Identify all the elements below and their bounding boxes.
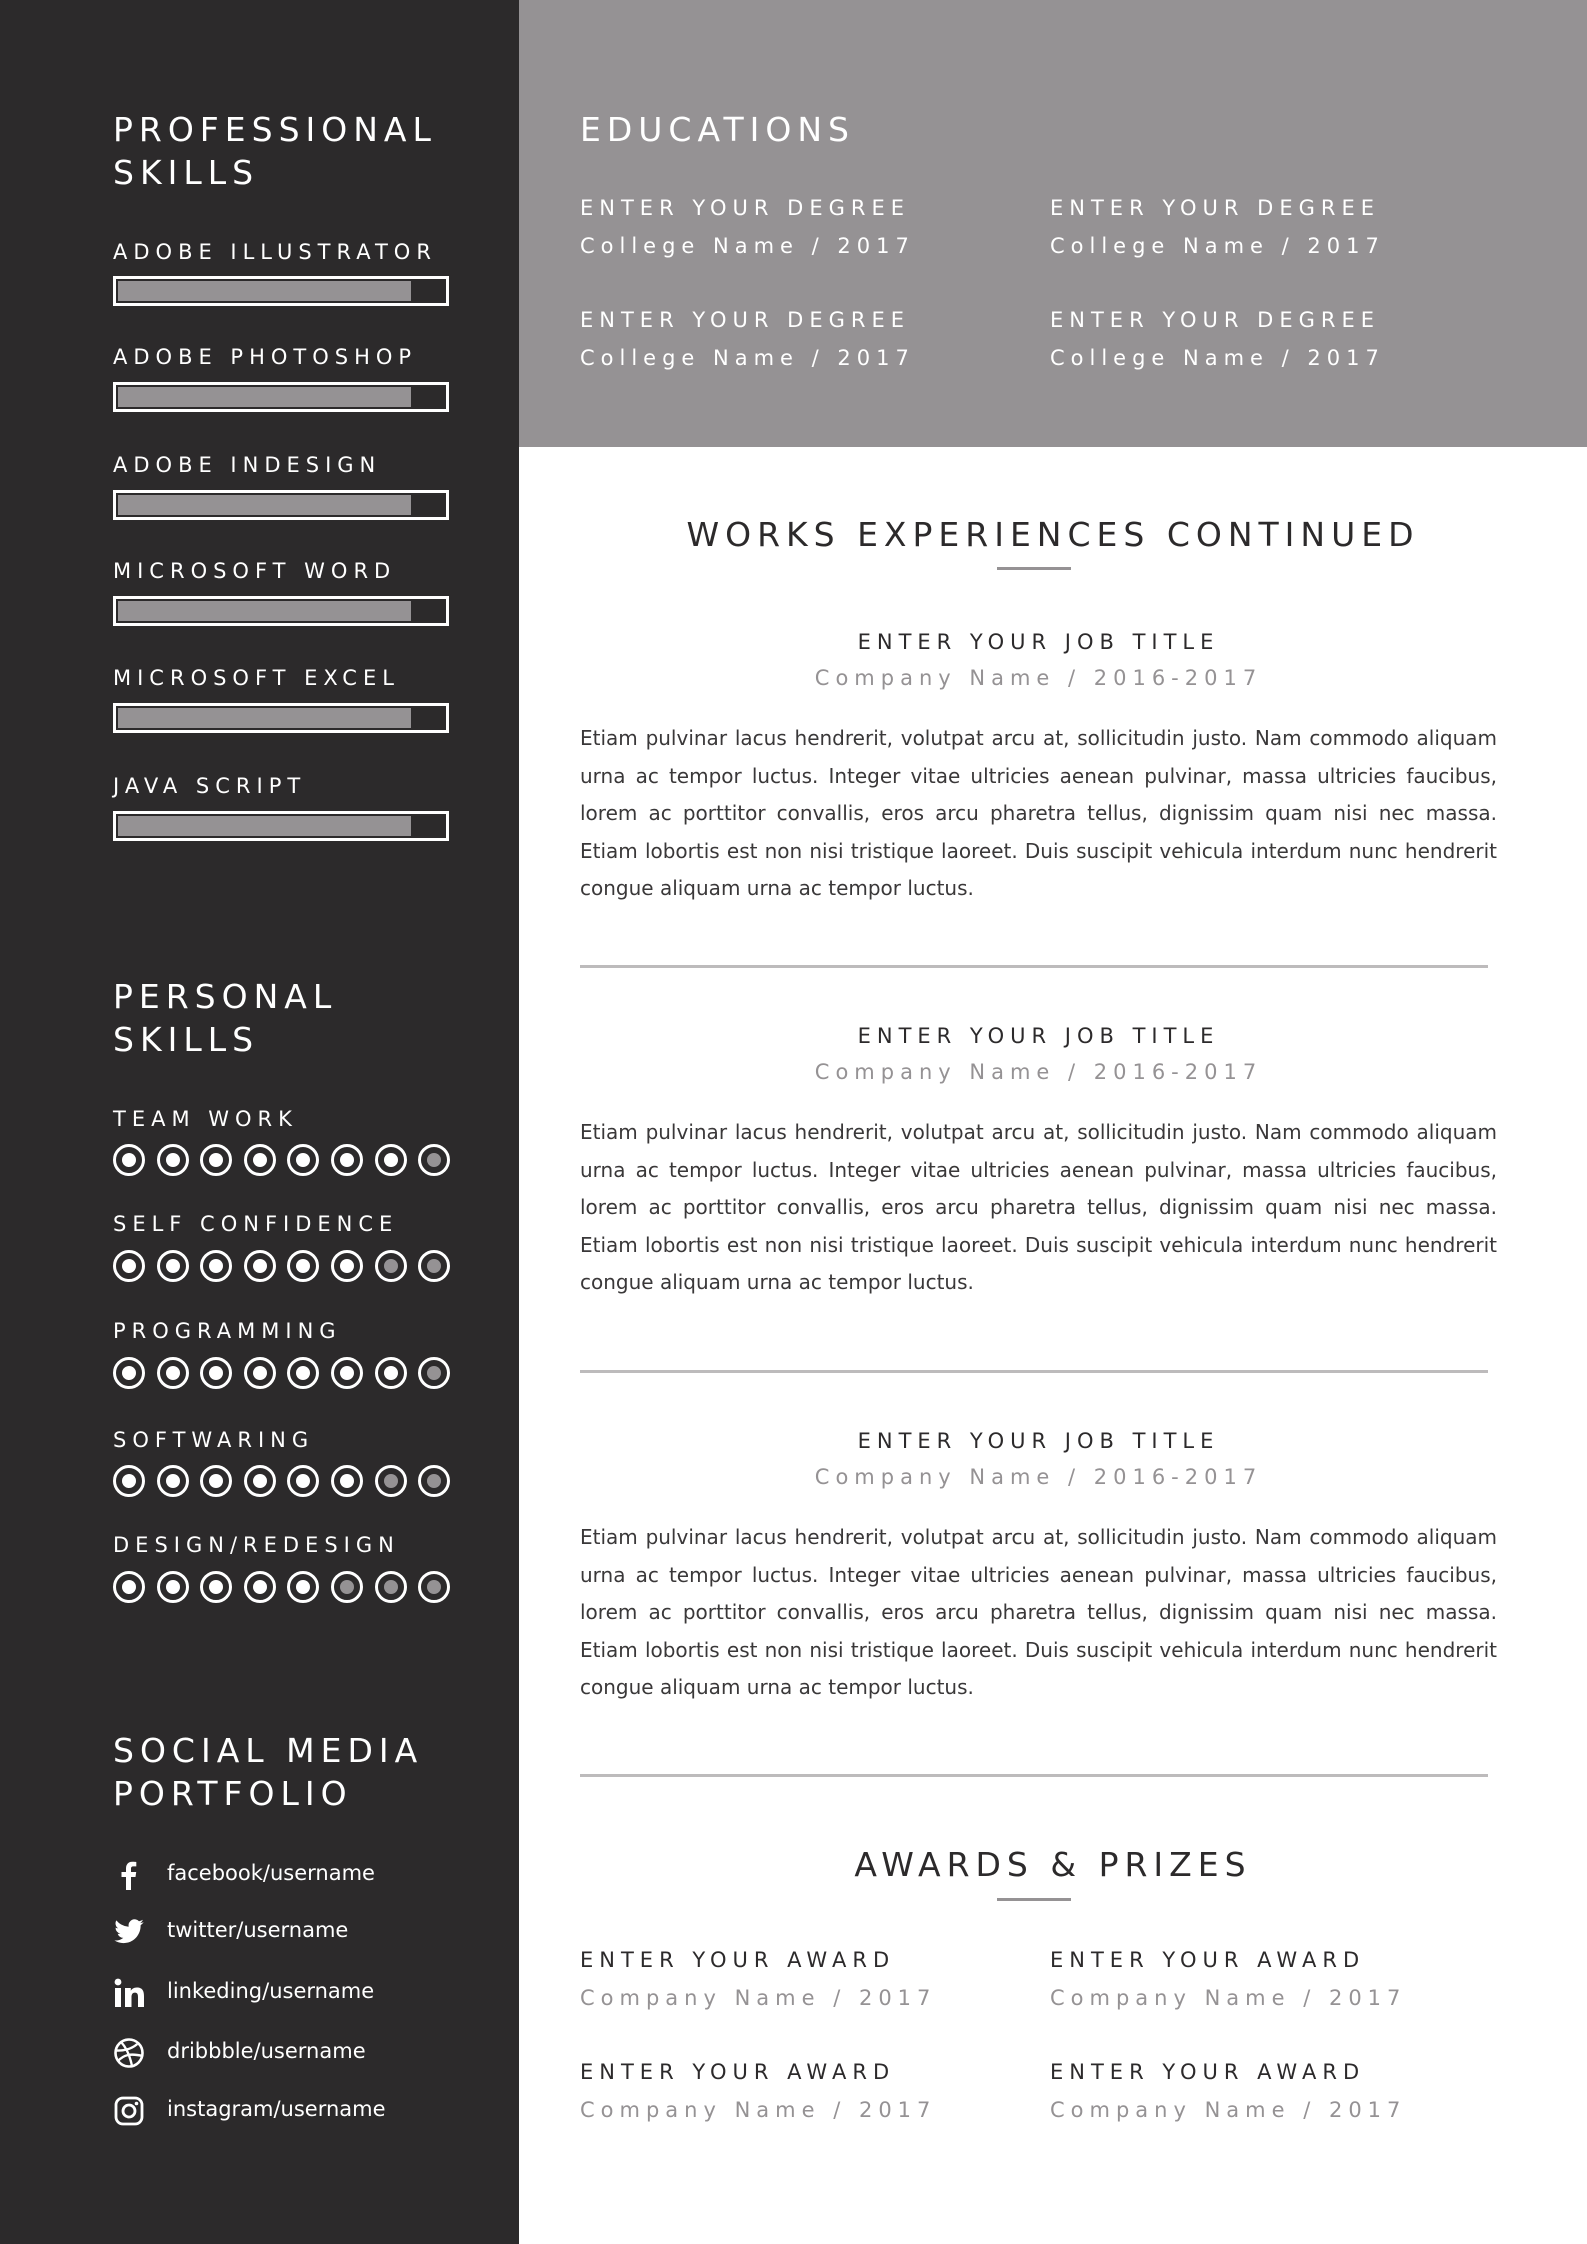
skill-bar-fill <box>118 601 411 621</box>
job-title: ENTER YOUR JOB TITLE <box>857 630 1220 654</box>
skill-bar-photoshop <box>113 382 449 412</box>
skill-bar-javascript <box>113 811 449 841</box>
skill-bar-fill <box>118 495 411 515</box>
award-item <box>580 2060 1040 2122</box>
personal-skills-heading <box>113 975 337 1061</box>
education-degree: ENTER YOUR DEGREE <box>580 196 911 220</box>
job-description: Etiam pulvinar lacus hendrerit, volutpat arcu at, sollicitudin justo. Nam commodo aliquam urna ac tempor luctus. Integer vitae ultricies aenean pulvinar, massa ultricies faucibus, lorem ac porttitor convallis, eros arcu pharetra tellus, dignissim quam nisi nec massa. Etiam lobortis est non nisi tristique laoreet. Duis suscipit vehicula interdum nunc hendrerit congue aliquam urna ac tempor luctus. <box>580 1525 1497 1699</box>
rating-dot <box>331 1571 363 1603</box>
skill-bar-fill <box>118 387 411 407</box>
job-company: Company Name / 2016-2017 <box>814 666 1263 690</box>
skill-bar-word <box>113 596 449 626</box>
social-link-facebook[interactable] <box>113 1857 375 1893</box>
award-item <box>1050 1948 1510 2010</box>
heading-line: SOCIAL MEDIA <box>113 1731 424 1770</box>
rating-dot <box>331 1144 363 1176</box>
rating-dot <box>200 1571 232 1603</box>
education-degree: ENTER YOUR DEGREE <box>1050 196 1381 220</box>
rating-dots-team-work <box>113 1144 453 1176</box>
section-divider <box>580 1370 1488 1373</box>
education-degree: ENTER YOUR DEGREE <box>1050 308 1381 332</box>
rating-dot <box>200 1357 232 1389</box>
rating-dot <box>200 1465 232 1497</box>
skill-label-design-redesign: DESIGN/REDESIGN <box>113 1533 400 1557</box>
rating-dot <box>375 1465 407 1497</box>
award-name: ENTER YOUR AWARD <box>1050 1948 1366 1972</box>
skill-bar-fill <box>118 708 411 728</box>
award-company: Company Name / 2017 <box>580 2098 937 2122</box>
rating-dot <box>157 1357 189 1389</box>
rating-dot <box>200 1250 232 1282</box>
skill-label-programming: PROGRAMMING <box>113 1319 342 1343</box>
award-item <box>1050 2060 1510 2122</box>
rating-dots-self-confidence <box>113 1250 453 1282</box>
skill-label-illustrator: ADOBE ILLUSTRATOR <box>113 240 437 264</box>
heading-underline <box>997 567 1071 570</box>
education-item <box>1050 308 1510 370</box>
rating-dot <box>157 1144 189 1176</box>
social-link-linkedin[interactable] <box>113 1975 375 2011</box>
education-item <box>1050 196 1510 258</box>
rating-dot <box>200 1144 232 1176</box>
rating-dot <box>287 1144 319 1176</box>
education-item <box>580 196 1040 258</box>
rating-dot <box>418 1250 450 1282</box>
social-link-text: instagram/username <box>167 2097 386 2121</box>
skill-bar-fill <box>118 281 411 301</box>
rating-dot <box>157 1571 189 1603</box>
facebook-icon <box>113 1859 145 1891</box>
dribbble-icon <box>113 2037 145 2069</box>
rating-dot <box>244 1571 276 1603</box>
rating-dot <box>418 1571 450 1603</box>
skill-label-javascript: JAVA SCRIPT <box>113 774 307 798</box>
rating-dot <box>113 1465 145 1497</box>
rating-dot <box>418 1357 450 1389</box>
social-link-text: facebook/username <box>167 1861 375 1885</box>
skill-label-photoshop: ADOBE PHOTOSHOP <box>113 345 418 369</box>
social-link-text: twitter/username <box>167 1918 349 1942</box>
awards-heading: AWARDS & PRIZES <box>854 1845 1252 1884</box>
heading-line: PROFESSIONAL <box>113 110 437 149</box>
rating-dot <box>244 1144 276 1176</box>
education-degree: ENTER YOUR DEGREE <box>580 308 911 332</box>
skill-label-word: MICROSOFT WORD <box>113 559 397 583</box>
job-entry <box>580 1429 1497 1707</box>
linkedin-icon <box>113 1977 145 2009</box>
rating-dot <box>331 1357 363 1389</box>
social-link-text: dribbble/username <box>167 2039 366 2063</box>
twitter-icon <box>113 1916 145 1948</box>
award-name: ENTER YOUR AWARD <box>1050 2060 1366 2084</box>
rating-dot <box>157 1465 189 1497</box>
award-name: ENTER YOUR AWARD <box>580 2060 896 2084</box>
education-college: College Name / 2017 <box>1050 234 1385 258</box>
section-divider <box>580 1774 1488 1777</box>
education-item <box>580 308 1040 370</box>
heading-line: SKILLS <box>113 1020 260 1059</box>
skill-bar-illustrator <box>113 276 449 306</box>
rating-dot <box>244 1465 276 1497</box>
social-link-twitter[interactable] <box>113 1914 349 1950</box>
heading-line: PORTFOLIO <box>113 1774 353 1813</box>
rating-dot <box>375 1357 407 1389</box>
sidebar <box>0 0 519 2244</box>
experience-heading: WORKS EXPERIENCES CONTINUED <box>686 515 1420 554</box>
heading-line: PERSONAL <box>113 977 338 1016</box>
education-college: College Name / 2017 <box>1050 346 1385 370</box>
instagram-icon <box>113 2095 145 2127</box>
rating-dot <box>331 1465 363 1497</box>
job-company: Company Name / 2016-2017 <box>814 1060 1263 1084</box>
rating-dot <box>287 1465 319 1497</box>
award-company: Company Name / 2017 <box>1050 2098 1407 2122</box>
rating-dot <box>375 1571 407 1603</box>
job-description: Etiam pulvinar lacus hendrerit, volutpat arcu at, sollicitudin justo. Nam commodo aliquam urna ac tempor luctus. Integer vitae ultricies aenean pulvinar, massa ultricies faucibus, lorem ac porttitor convallis, eros arcu pharetra tellus, dignissim quam nisi nec massa. Etiam lobortis est non nisi tristique laoreet. Duis suscipit vehicula interdum nunc hendrerit congue aliquam urna ac tempor luctus. <box>580 1120 1497 1294</box>
rating-dot <box>418 1144 450 1176</box>
job-entry <box>580 1024 1497 1302</box>
skill-label-softwaring: SOFTWARING <box>113 1428 315 1452</box>
job-description: Etiam pulvinar lacus hendrerit, volutpat arcu at, sollicitudin justo. Nam commodo aliquam urna ac tempor luctus. Integer vitae ultricies aenean pulvinar, massa ultricies faucibus, lorem ac porttitor convallis, eros arcu pharetra tellus, dignissim quam nisi nec massa. Etiam lobortis est non nisi tristique laoreet. Duis suscipit vehicula interdum nunc hendrerit congue aliquam urna ac tempor luctus. <box>580 726 1497 900</box>
social-link-text: linkeding/username <box>167 1979 375 2003</box>
award-item <box>580 1948 1040 2010</box>
skill-bar-indesign <box>113 490 449 520</box>
heading-line: SKILLS <box>113 153 260 192</box>
award-company: Company Name / 2017 <box>1050 1986 1407 2010</box>
job-title: ENTER YOUR JOB TITLE <box>857 1024 1220 1048</box>
skill-bar-fill <box>118 816 411 836</box>
rating-dot <box>287 1250 319 1282</box>
education-college: College Name / 2017 <box>580 234 915 258</box>
rating-dot <box>331 1250 363 1282</box>
rating-dots-softwaring <box>113 1465 453 1497</box>
award-name: ENTER YOUR AWARD <box>580 1948 896 1972</box>
social-link-dribbble[interactable] <box>113 2035 366 2071</box>
rating-dot <box>113 1250 145 1282</box>
rating-dot <box>244 1357 276 1389</box>
rating-dots-design-redesign <box>113 1571 453 1603</box>
skill-label-indesign: ADOBE INDESIGN <box>113 453 382 477</box>
award-company: Company Name / 2017 <box>580 1986 937 2010</box>
social-media-heading <box>113 1729 423 1815</box>
professional-skills-heading <box>113 108 437 194</box>
rating-dot <box>287 1571 319 1603</box>
skill-label-team-work: TEAM WORK <box>113 1107 298 1131</box>
education-heading: EDUCATIONS <box>580 110 855 149</box>
rating-dot <box>244 1250 276 1282</box>
skill-label-self-confidence: SELF CONFIDENCE <box>113 1212 399 1236</box>
heading-underline <box>997 1898 1071 1901</box>
rating-dots-programming <box>113 1357 453 1389</box>
social-link-instagram[interactable] <box>113 2093 386 2129</box>
education-college: College Name / 2017 <box>580 346 915 370</box>
rating-dot <box>375 1250 407 1282</box>
rating-dot <box>113 1571 145 1603</box>
job-company: Company Name / 2016-2017 <box>814 1465 1263 1489</box>
job-title: ENTER YOUR JOB TITLE <box>857 1429 1220 1453</box>
skill-label-excel: MICROSOFT EXCEL <box>113 666 400 690</box>
skill-bar-excel <box>113 703 449 733</box>
rating-dot <box>113 1357 145 1389</box>
rating-dot <box>375 1144 407 1176</box>
rating-dot <box>287 1357 319 1389</box>
job-entry <box>580 630 1497 908</box>
rating-dot <box>113 1144 145 1176</box>
section-divider <box>580 965 1488 968</box>
rating-dot <box>157 1250 189 1282</box>
rating-dot <box>418 1465 450 1497</box>
